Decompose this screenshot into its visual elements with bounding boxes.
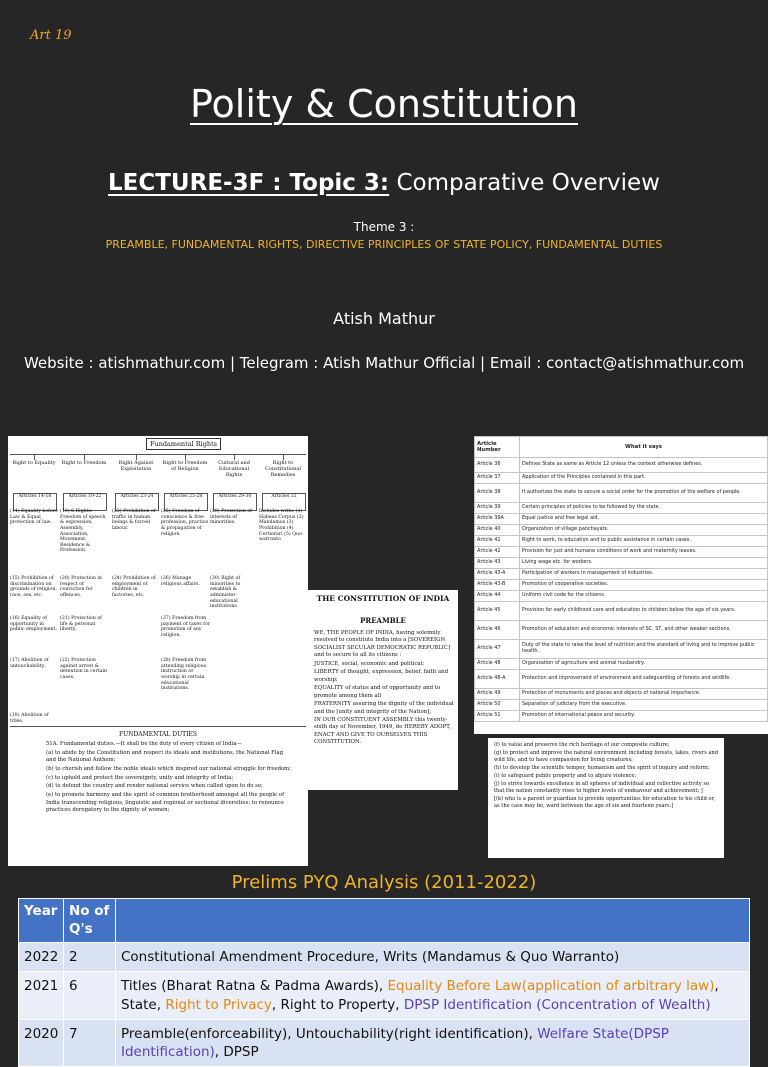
dpsp-article: Article 47 bbox=[475, 640, 520, 659]
dpsp-row bbox=[475, 711, 768, 722]
fd-text bbox=[46, 741, 294, 816]
dpsp-description: Uniform civil code for the citizens. bbox=[520, 591, 768, 602]
fr-category: Right to Freedom bbox=[61, 460, 107, 466]
dpsp-row bbox=[475, 569, 768, 580]
pyq-count: 6 bbox=[64, 972, 116, 1019]
fd-line: (i) to safeguard public property and to abjure violence; bbox=[494, 773, 637, 780]
dpsp-article: Article 43 bbox=[475, 558, 520, 569]
dpsp-description: Promotion of international peace and security. bbox=[520, 711, 768, 722]
dpsp-article: Article 43-A bbox=[475, 569, 520, 580]
dpsp-article: Article 41 bbox=[475, 536, 520, 547]
fr-cell: (25) Freedom of conscience & free profession, practice & propagation of religion. bbox=[161, 509, 209, 537]
pyq-year: 2021 bbox=[19, 972, 64, 1019]
fr-category: Cultural and Educational Rights bbox=[218, 460, 250, 478]
pyq-topic-part: , DPSP bbox=[214, 1043, 259, 1060]
dpsp-row bbox=[475, 514, 768, 525]
pyq-row bbox=[19, 943, 750, 972]
pyq-title: Prelims PYQ Analysis (2011-2022) bbox=[231, 872, 537, 893]
fd-line: (c) to uphold and protect the sovereignty, unity and integrity of India; bbox=[46, 774, 234, 781]
fundamental-rights-panel bbox=[8, 436, 308, 866]
theme-label: Theme 3 : bbox=[353, 220, 415, 234]
fr-cell: (26) Manage religious affairs. bbox=[161, 576, 200, 587]
fr-article-range: Articles 32 bbox=[262, 493, 306, 511]
dpsp-description: Right to work, to education and to public assistance in certain cases. bbox=[520, 536, 768, 547]
dpsp-row bbox=[475, 700, 768, 711]
fr-cell: (16) Equality of opportunity in public employment. bbox=[10, 616, 57, 633]
dpsp-description: Separation of judiciary from the executive. bbox=[520, 700, 768, 711]
fr-article-range: Articles 29-30 bbox=[213, 493, 257, 511]
dpsp-article: Article 45 bbox=[475, 602, 520, 621]
dpsp-article: Article 36 bbox=[475, 458, 520, 473]
fr-category: Right to Freedom of Religion bbox=[162, 460, 208, 472]
pyq-topic-part: Constitutional Amendment Procedure, Writs (Mandamus & Quo Warranto) bbox=[121, 949, 620, 966]
fd-line: (g) to protect and improve the natural environment including forests, lakes, rivers and wild life, and to have compassion for living creatures; bbox=[494, 750, 719, 764]
dpsp-row bbox=[475, 558, 768, 569]
dpsp-row bbox=[475, 536, 768, 547]
fr-cell: (21) Protection of life & personal liberty. bbox=[60, 616, 102, 633]
fd-line: (f) to value and preserve the rich heritage of our composite culture; bbox=[494, 742, 670, 748]
fr-cell: (22) Protection against arrest & detention in certain cases. bbox=[60, 658, 108, 680]
author-name: Atish Mathur bbox=[333, 309, 435, 328]
pyq-topic-part: , State, bbox=[121, 978, 719, 1013]
dpsp-description: Defines State as same as Article 12 unless the context otherwise defines. bbox=[520, 458, 768, 473]
dpsp-row bbox=[475, 525, 768, 536]
dpsp-article: Article 40 bbox=[475, 525, 520, 536]
dpsp-description: Equal justice and free legal aid. bbox=[520, 514, 768, 525]
fd-line: (a) to abide by the Constitution and respect its ideals and institutions, the National Flag and the National Anthem; bbox=[46, 749, 284, 764]
dpsp-row bbox=[475, 458, 768, 473]
fr-cell: (14) Equality before Law & Equal protection of law. bbox=[10, 509, 58, 526]
preamble-subtitle: PREAMBLE bbox=[360, 616, 406, 625]
fd-title: FUNDAMENTAL DUTIES bbox=[118, 731, 197, 738]
dpsp-article: Article 38 bbox=[475, 484, 520, 503]
fd-continuation-panel bbox=[488, 738, 724, 858]
dpsp-header-article: Article Number bbox=[475, 437, 520, 458]
dpsp-article: Article 39A bbox=[475, 514, 520, 525]
fr-cell: (27) Freedom from payment of taxes for promotion of any religion. bbox=[161, 616, 210, 638]
pyq-topic-part: DPSP Identification (Concentration of Wealth) bbox=[403, 996, 711, 1013]
dpsp-description: Certain principles of policies to be followed by the state. bbox=[520, 503, 768, 514]
fr-article-range: Articles 25-28 bbox=[164, 493, 208, 511]
fr-cell: (28) Freedom from attending religious instruction or worship in certain educational institutions. bbox=[161, 658, 207, 692]
dpsp-table bbox=[474, 436, 768, 722]
article-tag: Art 19 bbox=[30, 28, 72, 43]
fr-cell: Includes writs: (1) Habeas Corpus (2) Mandamus (3) Prohibition (4) Certiorari (5) Quo-warranto bbox=[259, 509, 304, 543]
dpsp-row bbox=[475, 473, 768, 484]
dpsp-row bbox=[475, 484, 768, 503]
dpsp-article: Article 51 bbox=[475, 711, 520, 722]
pyq-header-topics bbox=[116, 899, 750, 943]
pyq-header-count: No of Q's bbox=[64, 899, 116, 943]
fd-line: (h) to develop the scientific temper, humanism and the spirit of inquiry and reform; bbox=[494, 765, 710, 772]
page-title: Polity & Constitution bbox=[190, 82, 578, 126]
dpsp-description: Participation of workers in management of industries. bbox=[520, 569, 768, 580]
fr-cell: (23) Prohibition of traffic in human beings & forced labour. bbox=[112, 509, 156, 531]
dpsp-article: Article 43-B bbox=[475, 580, 520, 591]
dpsp-row bbox=[475, 602, 768, 621]
dpsp-description: Provision for just and humane conditions of work and maternity leaves. bbox=[520, 547, 768, 558]
fr-cell: (20) Protection in respect of conviction for offences. bbox=[60, 576, 102, 598]
pyq-topic-part: Equality Before Law(application of arbitrary law) bbox=[387, 978, 715, 995]
dpsp-row bbox=[475, 670, 768, 689]
fr-category: Right to Constitutional Remedies bbox=[265, 460, 301, 478]
dpsp-article: Article 49 bbox=[475, 689, 520, 700]
preamble-title: THE CONSTITUTION OF INDIA bbox=[316, 594, 450, 603]
preamble-line: EQUALITY of status and of opportunity and to promote among them all bbox=[314, 685, 441, 699]
dpsp-description: Duty of the state to raise the level of nutrition and the standard of living and to improve public health. bbox=[520, 640, 768, 659]
fr-cell: (29) Protection of interests of minorities. bbox=[210, 509, 252, 526]
pyq-topics bbox=[116, 943, 750, 972]
dpsp-description: Promotion of education and economic interests of SC, ST, and other weaker sections. bbox=[520, 621, 768, 640]
pyq-topics bbox=[116, 972, 750, 1019]
fr-cell: (24) Prohibition of employment of children in factories, etc. bbox=[112, 576, 156, 598]
pyq-row bbox=[19, 972, 750, 1019]
preamble-line: JUSTICE, social, economic and political; bbox=[314, 660, 425, 667]
pyq-count: 7 bbox=[64, 1019, 116, 1066]
dpsp-description: Living wage etc. for workers. bbox=[520, 558, 768, 569]
fr-cell: (30) Right of minorities to establish & administer educational institutions. bbox=[210, 576, 241, 610]
lecture-number: LECTURE-3F : Topic 3: bbox=[108, 170, 390, 196]
pyq-count: 2 bbox=[64, 943, 116, 972]
pyq-topic-part: Welfare State(DPSP Identification) bbox=[121, 1025, 669, 1060]
pyq-topic-part: , Right to Property, bbox=[271, 996, 404, 1013]
preamble-line: LIBERTY of thought, expression, belief, faith and worship; bbox=[314, 669, 449, 683]
dpsp-row bbox=[475, 621, 768, 640]
pyq-topic-part: Titles (Bharat Ratna & Padma Awards), bbox=[121, 978, 388, 995]
fr-article-range: Articles 14-18 bbox=[13, 493, 57, 511]
dpsp-article: Article 48 bbox=[475, 659, 520, 670]
pyq-topic-part: Right to Privacy bbox=[165, 996, 272, 1013]
dpsp-description: Promotion of cooperative societies. bbox=[520, 580, 768, 591]
fr-article-range: Articles 19-22 bbox=[63, 493, 107, 511]
fr-cell: (18) Abolition of titles. bbox=[10, 713, 49, 724]
lecture-heading bbox=[0, 170, 768, 196]
dpsp-description: Protection of monuments and places and objects of national importance. bbox=[520, 689, 768, 700]
fr-article-range: Articles 23-24 bbox=[115, 493, 159, 511]
dpsp-description: It authorizes the state to secure a social order for the promotion of the welfare of people. bbox=[520, 484, 768, 503]
fr-cell: (17) Abolition of untouchability. bbox=[10, 658, 49, 669]
preamble-panel bbox=[308, 590, 458, 790]
dpsp-article: Article 42 bbox=[475, 547, 520, 558]
dpsp-description: Organization of agriculture and animal husbandry. bbox=[520, 659, 768, 670]
dpsp-row bbox=[475, 547, 768, 558]
fr-connector-line bbox=[10, 454, 306, 455]
pyq-row bbox=[19, 1019, 750, 1066]
dpsp-row bbox=[475, 591, 768, 602]
pyq-table bbox=[18, 898, 750, 1067]
pyq-header-year: Year bbox=[19, 899, 64, 943]
dpsp-row bbox=[475, 503, 768, 514]
fd-line: [(k) who is a parent or guardian to provide opportunities for education to his child or, as the case may be, ward between the age of six and fourteen years.] bbox=[494, 796, 716, 810]
fd-line: 51A. Fundamental duties.—It shall be the duty of every citizen of India— bbox=[46, 741, 242, 747]
dpsp-row bbox=[475, 659, 768, 670]
fd-continuation-text bbox=[494, 742, 720, 811]
fd-line: (d) to defend the country and render national service when called upon to do so; bbox=[46, 783, 263, 790]
dpsp-article: Article 48-A bbox=[475, 670, 520, 689]
fr-category: Right to Equality bbox=[12, 460, 56, 466]
dpsp-table-panel bbox=[474, 436, 768, 734]
fr-cell: (19) 6 Rights: Freedom of speech & expression, Assembly, Association, Movement, Residence & Profession. bbox=[60, 509, 106, 554]
preamble-line: FRATERNITY assuring the dignity of the individual and the [unity and integrity of the Nation]; bbox=[314, 701, 454, 715]
fr-chart-title: Fundamental Rights bbox=[146, 438, 221, 450]
pyq-topics bbox=[116, 1019, 750, 1066]
fr-cell: (15) Prohibition of discrimination on grounds of religion, race, sex, etc. bbox=[10, 576, 57, 598]
contact-line: Website : atishmathur.com | Telegram : Atish Mathur Official | Email : contact@atishmathur.com bbox=[23, 354, 745, 372]
fr-category: Right Against Exploitation bbox=[118, 460, 154, 472]
preamble-text bbox=[314, 630, 454, 748]
pyq-year: 2020 bbox=[19, 1019, 64, 1066]
dpsp-description: Application of the Principles contained in this part. bbox=[520, 473, 768, 484]
preamble-line: IN OUR CONSTITUENT ASSEMBLY this twenty-sixth day of November, 1949, do HEREBY ADOPT, ENACT AND GIVE TO OURSELVES THIS CONSTITUTION. bbox=[314, 716, 451, 746]
fd-line: (j) to strive towards excellence in all spheres of individual and collective activity so that the nation constantly rises to higher levels of endeavour and achievement; ] bbox=[494, 781, 710, 795]
pyq-year: 2022 bbox=[19, 943, 64, 972]
dpsp-description: Provision for early childhood care and education to children below the age of six years. bbox=[520, 602, 768, 621]
dpsp-row bbox=[475, 640, 768, 659]
dpsp-article: Article 50 bbox=[475, 700, 520, 711]
dpsp-description: Protection and improvement of environment and safeguarding of forests and wildlife. bbox=[520, 670, 768, 689]
fd-line: (b) to cherish and follow the noble ideals which inspired our national struggle for freedom; bbox=[46, 766, 291, 773]
fd-line: (e) to promote harmony and the spirit of common brotherhood amongst all the people of India transcending religious, linguistic and regional or sectional diversities; to renounce practices derogatory to the dignity of women; bbox=[46, 792, 285, 814]
dpsp-description: Organization of village panchayats. bbox=[520, 525, 768, 536]
pyq-topic-part: Preamble(enforceability), Untouchability(right identification), bbox=[121, 1025, 538, 1042]
fd-divider bbox=[10, 726, 306, 727]
dpsp-header-meaning: What it says bbox=[520, 437, 768, 458]
preamble-line: WE, THE PEOPLE OF INDIA, having solemnly resolved to constitute India into a [SOVEREIGN SOCIALIST SECULAR DEMOCRATIC REPUBLIC] and to secure to all its citizens : bbox=[314, 630, 451, 659]
dpsp-article: Article 46 bbox=[475, 621, 520, 640]
theme-topics: PREAMBLE, FUNDAMENTAL RIGHTS, DIRECTIVE PRINCIPLES OF STATE POLICY, FUNDAMENTAL DUTIES bbox=[105, 238, 663, 251]
dpsp-article: Article 39 bbox=[475, 503, 520, 514]
dpsp-row bbox=[475, 689, 768, 700]
dpsp-row bbox=[475, 580, 768, 591]
lecture-topic: Comparative Overview bbox=[389, 170, 660, 196]
dpsp-article: Article 37 bbox=[475, 473, 520, 484]
dpsp-article: Article 44 bbox=[475, 591, 520, 602]
